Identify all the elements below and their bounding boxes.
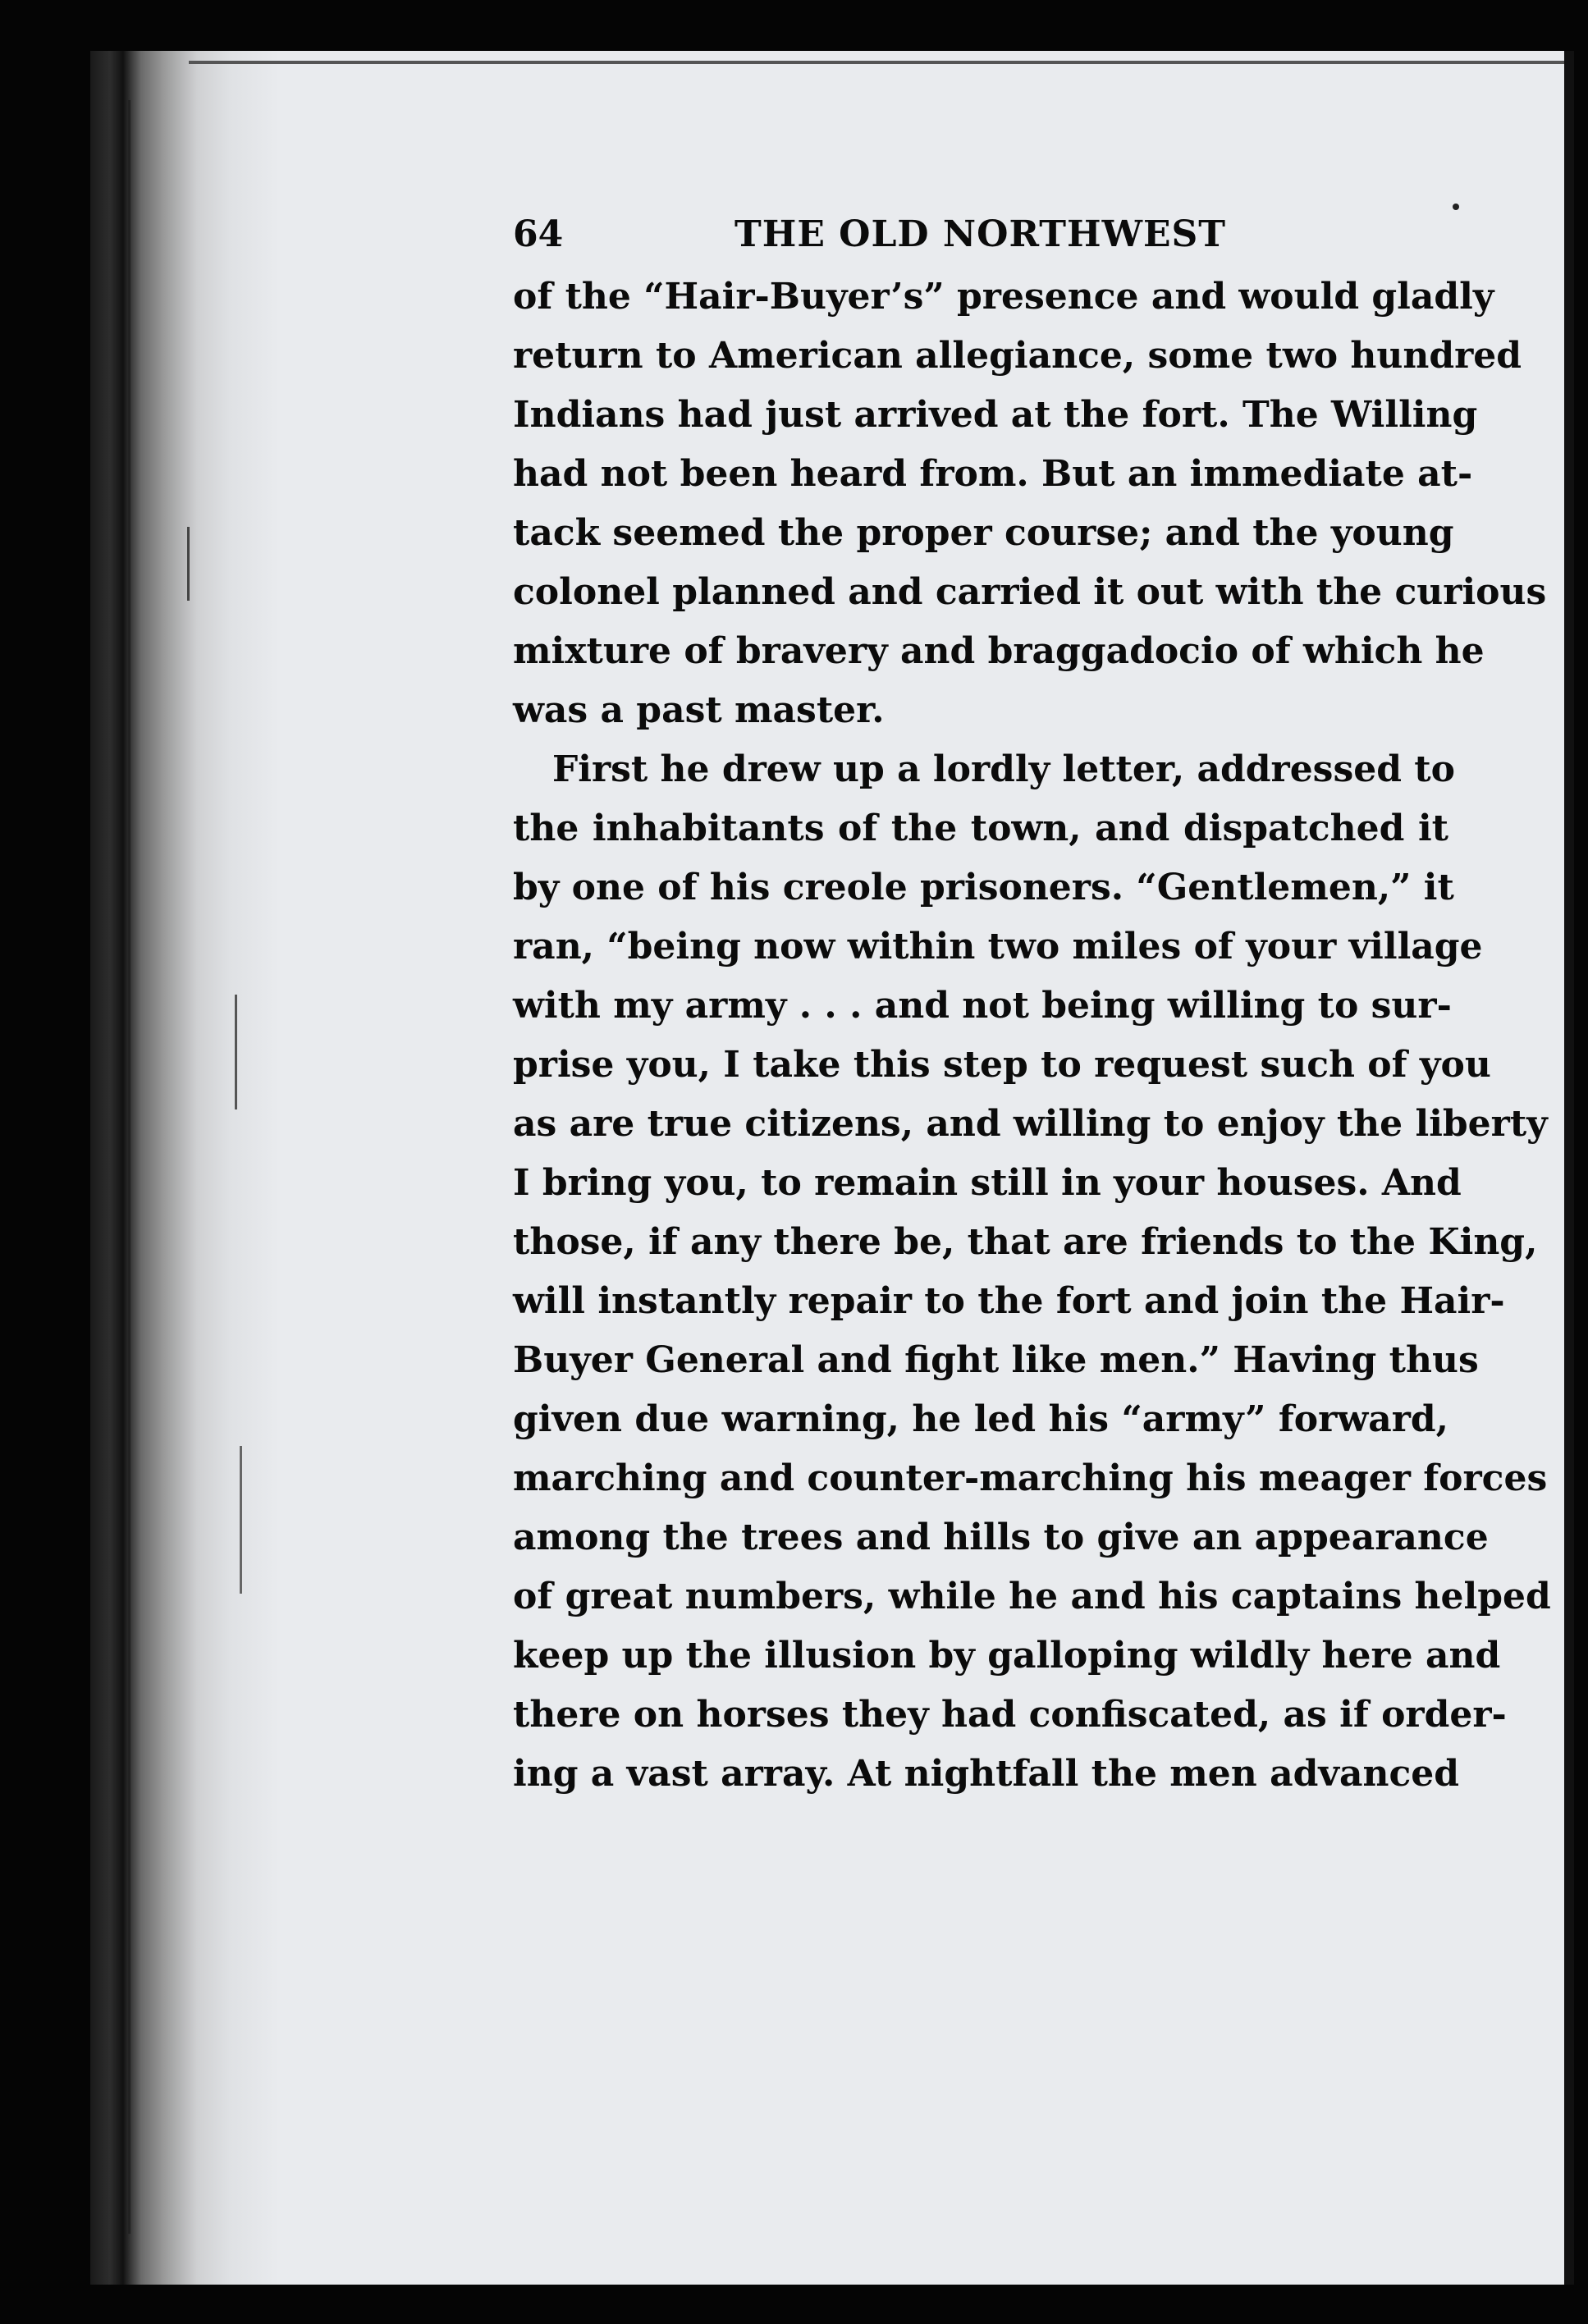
paragraph	[513, 268, 1547, 740]
page-text	[513, 205, 1551, 1804]
text-line: marching and counter-marching his meager forces	[513, 1457, 1548, 1499]
text-line: of great numbers, while he and his captains helped	[513, 1576, 1551, 1617]
text-line: First he drew up a lordly letter, addressed to	[552, 748, 1455, 790]
text-line: the inhabitants of the town, and dispatched it	[513, 807, 1448, 849]
text-line: prise you, I take this step to request such of you	[513, 1044, 1491, 1086]
text-line: Indians had just arrived at the fort. The Willing	[513, 394, 1478, 436]
text-line: as are true citizens, and willing to enjoy the liberty	[513, 1103, 1548, 1145]
text-line: had not been heard from. But an immediate at-	[513, 453, 1473, 495]
text-line: return to American allegiance, some two hundred	[513, 335, 1522, 377]
text-line: was a past master.	[513, 689, 885, 731]
text-line: keep up the illusion by galloping wildly here and	[513, 1635, 1501, 1677]
text-line: of the “Hair-Buyer’s” presence and would gladly	[513, 276, 1494, 318]
ink-speck	[1453, 204, 1459, 210]
page-right-edge	[1564, 51, 1574, 2285]
text-line: among the trees and hills to give an appearance	[513, 1517, 1489, 1558]
running-head	[513, 205, 1448, 264]
text-line: I bring you, to remain still in your houses. And	[513, 1162, 1462, 1204]
text-line: colonel planned and carried it out with the curious	[513, 571, 1547, 613]
book-binding-gutter	[90, 51, 279, 2285]
text-line: will instantly repair to the fort and join the Hair-	[513, 1280, 1505, 1322]
text-line: those, if any there be, that are friends to the King,	[513, 1221, 1538, 1263]
text-line: mixture of bravery and braggadocio of which he	[513, 630, 1485, 672]
running-title: THE OLD NORTHWEST	[735, 213, 1227, 255]
text-line: Buyer General and fight like men.” Having thus	[513, 1339, 1479, 1381]
text-line: with my army . . . and not being willing to sur-	[513, 985, 1452, 1027]
gutter-mark	[187, 527, 190, 601]
text-line: given due warning, he led his “army” forward,	[513, 1398, 1448, 1440]
paragraph	[513, 740, 1551, 1804]
page-top-edge	[189, 61, 1574, 64]
gutter-mark	[235, 995, 237, 1109]
page-number: 64	[513, 213, 564, 255]
gutter-shadow-line	[128, 100, 130, 2234]
text-line: tack seemed the proper course; and the young	[513, 512, 1454, 554]
gutter-mark	[240, 1446, 242, 1594]
text-line: by one of his creole prisoners. “Gentlemen,” it	[513, 867, 1454, 908]
text-line: there on horses they had confiscated, as if order-	[513, 1694, 1507, 1736]
text-line: ran, “being now within two miles of your village	[513, 926, 1483, 968]
text-line: ing a vast array. At nightfall the men advanced	[513, 1753, 1460, 1795]
